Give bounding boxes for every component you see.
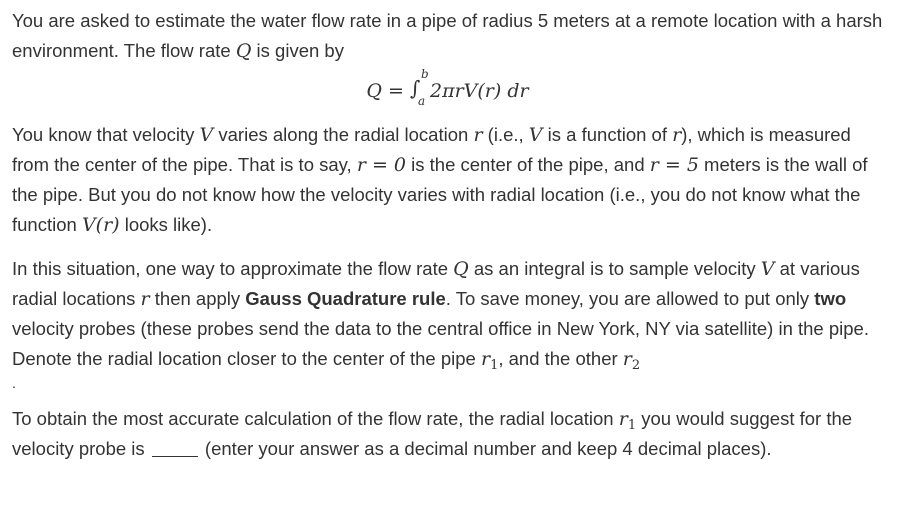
subscript: 1 <box>627 418 637 433</box>
answer-prompt <box>12 404 883 464</box>
text-span: you would suggest for the velocity probe is <box>12 408 853 459</box>
gauss-paragraph <box>12 254 883 374</box>
math-r: r <box>473 124 483 146</box>
text-span: You know that velocity <box>12 124 200 145</box>
velocity-paragraph <box>12 120 883 240</box>
text-span: In this situation, one way to approximate the flow rate <box>12 258 454 279</box>
flow-rate-equation <box>12 68 883 114</box>
math-r: r <box>140 288 150 310</box>
integral-lower-limit: a <box>418 94 426 109</box>
text-span: is given by <box>251 40 344 61</box>
math-r-zero: r = 0 <box>356 154 406 176</box>
math-v: V <box>760 258 775 280</box>
text-span: looks like). <box>119 214 213 235</box>
math-q: Q <box>453 258 469 280</box>
math-v-of-r: V(r) <box>81 214 120 236</box>
subscript: 2 <box>631 358 641 373</box>
math-r: r <box>622 348 632 370</box>
text-span: ), which is measured from the center of the pipe. That is to say, <box>12 124 851 175</box>
math-equals: = <box>382 80 410 102</box>
math-r-five: r = 5 <box>649 154 699 176</box>
subscript: 1 <box>490 358 499 373</box>
integral-upper-limit: b <box>421 67 429 82</box>
text-span: is a function of <box>542 124 673 145</box>
math-r: r <box>618 408 628 430</box>
math-r: r <box>480 348 491 370</box>
math-r2 <box>622 348 641 373</box>
stray-period: . <box>12 375 16 391</box>
text-span: at various radial locations <box>12 258 860 309</box>
math-r: r <box>672 124 682 146</box>
math-r1 <box>618 408 637 433</box>
text-span: then apply <box>149 288 246 309</box>
answer-blank[interactable] <box>152 438 198 457</box>
text-span: varies along the radial location <box>213 124 474 145</box>
math-r1 <box>480 348 499 373</box>
text-span: meters is the wall of the pipe. But you do not know how the velocity varies with radial location (i.e., you do not know what the function <box>12 154 868 235</box>
text-span: is the center of the pipe, and <box>406 154 650 175</box>
text-span: To obtain the most accurate calculation of the flow rate, the radial location <box>12 408 619 429</box>
math-q: Q <box>235 40 252 62</box>
text-span: You are asked to estimate the water flow rate in a pipe of radius 5 meters at a remote location with a harsh environment. The flow rate <box>12 10 883 61</box>
text-span: (i.e., <box>482 124 529 145</box>
integral-symbol: ∫ <box>410 76 421 101</box>
text-span: , and the other <box>498 348 623 369</box>
gauss-quadrature-term: Gauss Quadrature rule <box>245 288 446 309</box>
text-span: . To save money, you are allowed to put only <box>445 288 815 309</box>
math-v: V <box>528 124 543 146</box>
math-q: Q <box>366 80 382 102</box>
text-span: (enter your answer as a decimal number and keep 4 decimal places). <box>199 438 772 459</box>
two-term: two <box>814 288 847 309</box>
integral-sign <box>410 67 430 109</box>
math-v: V <box>199 124 214 146</box>
text-span: velocity probes (these probes send the data to the central office in New York, NY via satellite) in the pipe. Denote the radial location closer to the center of the pipe <box>12 318 869 369</box>
problem-intro <box>12 6 883 66</box>
text-span: as an integral is to sample velocity <box>468 258 761 279</box>
integrand: 2πrV(r) dr <box>430 80 529 102</box>
